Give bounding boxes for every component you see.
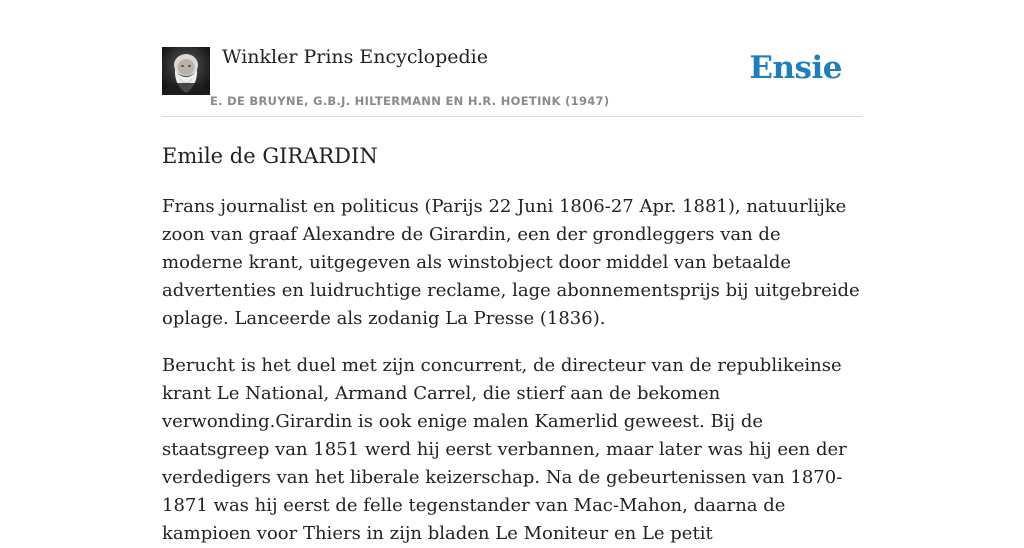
article-paragraph-2: Berucht is het duel met zijn concurrent, de directeur van de republikeinse krant Le National, Armand Carrel, die stierf aan de bekomen verwonding.Girardin is ook enige malen Kamerlid geweest. Bij de staatsgreep van 1851 werd hij eerst verbannen, maar later was hij een der verdedigers van het liberale keizerschap. Na de gebeurtenissen van 1870-1871 was hij eerst de felle tegenstander van Mac-Mahon, daarna de kampioen voor Thiers in zijn bladen Le Moniteur en Le petit (162, 355, 847, 544)
article-body (162, 193, 862, 548)
source-header (162, 0, 862, 117)
page (162, 0, 862, 548)
bearded-man-portrait-icon[interactable] (162, 47, 210, 95)
avatar-image (162, 47, 210, 95)
article-paragraph-1: Frans journalist en politicus (Parijs 22 Juni 1806-27 Apr. 1881), natuurlijke zoon van graaf Alexandre de Girardin, een der grondleggers van de moderne krant, uitgegeven als winstobject door middel van betaalde advertenties en luidruchtige reclame, lage abonnementsprijs bij uitgebreide oplage. Lanceerde als zodanig La Presse (1836). (162, 196, 860, 329)
source-title[interactable]: Winkler Prins Encyclopedie (222, 46, 488, 68)
source-authors: E. DE BRUYNE, G.B.J. HILTERMANN EN H.R. HOETINK (1947) (210, 94, 610, 108)
ensie-logo[interactable]: Ensie (749, 50, 842, 86)
article-title: Emile de GIRARDIN (162, 144, 378, 168)
